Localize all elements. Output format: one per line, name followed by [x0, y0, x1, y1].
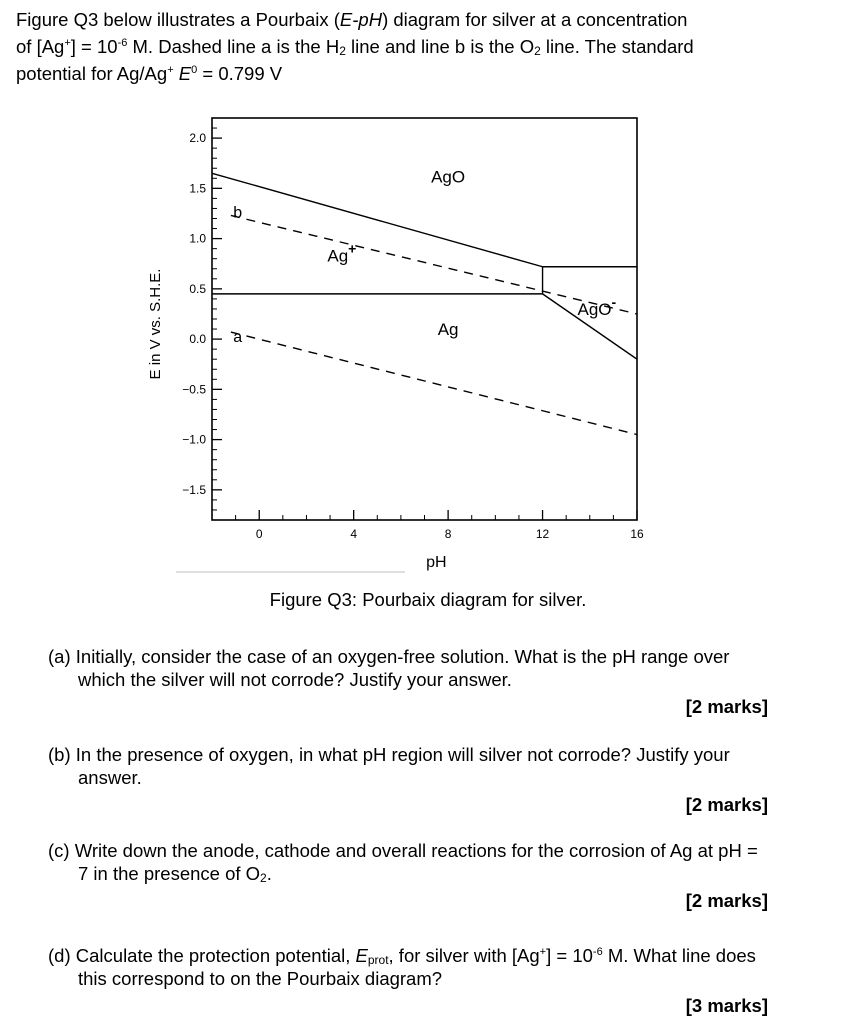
question-a — [48, 645, 768, 718]
x-axis-label: pH — [426, 554, 447, 571]
question-d — [48, 944, 768, 1017]
question-intro — [16, 6, 776, 87]
y-tick-label: −1.5 — [182, 482, 206, 497]
x-tick-label: 0 — [255, 527, 263, 541]
question-c-text: (c) Write down the anode, cathode and overall reactions for the corrosion of Ag at pH = 7 in the presence of $O_2$. — [48, 840, 758, 885]
intro-line-3: potential for Ag/Ag+ $E^0 = 0.799$ V — [16, 63, 283, 84]
y-axis-label: E in V vs. S.H.E. — [147, 268, 164, 380]
x-tick-label: 16 — [630, 527, 644, 541]
series-line-b — [231, 215, 637, 313]
region-label: AgO — [431, 167, 466, 187]
x-tick-label: 8 — [444, 527, 452, 541]
y-tick-label: 1.0 — [189, 231, 206, 246]
question-c — [48, 839, 768, 912]
region-label: Ag — [437, 320, 459, 340]
y-tick-label: −0.5 — [182, 382, 206, 397]
question-a-marks: [2 marks] — [685, 696, 768, 717]
y-tick-label: 1.5 — [189, 181, 206, 196]
region-label: Ag+ — [327, 240, 357, 266]
plot-frame — [212, 118, 637, 520]
intro-line-1: Figure Q3 below illustrates a Pourbaix (E-pH) diagram for silver at a concentration — [16, 9, 688, 30]
question-d-marks: [3 marks] — [685, 995, 768, 1016]
y-tick-label: 0.5 — [189, 281, 206, 296]
x-tick-label: 12 — [535, 527, 550, 541]
x-tick-label: 4 — [350, 527, 358, 541]
question-b — [48, 743, 768, 816]
question-a-text: (a) Initially, consider the case of an oxygen-free solution. What is the pH range over which the silver will not corrode? Justify your answer. — [48, 646, 730, 690]
series-line-a — [231, 332, 637, 435]
y-tick-label: 0.0 — [189, 332, 206, 347]
boundary-line-3 — [212, 173, 543, 266]
y-tick-label: 2.0 — [189, 131, 206, 146]
y-tick-label: −1.0 — [182, 432, 206, 447]
question-b-marks: [2 marks] — [685, 794, 768, 815]
question-c-marks: [2 marks] — [685, 890, 768, 911]
figure-caption: Figure Q3: Pourbaix diagram for silver. — [269, 589, 587, 610]
pourbaix-figure — [140, 110, 660, 580]
line-label-a: a — [233, 329, 243, 347]
region-label: AgO- — [577, 293, 617, 319]
line-label-b: b — [233, 204, 243, 222]
question-b-text: (b) In the presence of oxygen, in what pH region will silver not corrode? Justify your answer. — [48, 744, 730, 788]
question-d-text: (d) Calculate the protection potential, $E_{prot}$, for silver with $[Ag^+] = 10^{-6}$ M. What line does this correspond to on the Pourbaix diagram? — [48, 945, 756, 989]
intro-line-2: of $[Ag^+] = 10^{-6}$ M. Dashed line a is the $H_2$ line and line b is the $O_2$ line. The standard — [16, 36, 694, 58]
pourbaix-chart — [140, 110, 660, 580]
